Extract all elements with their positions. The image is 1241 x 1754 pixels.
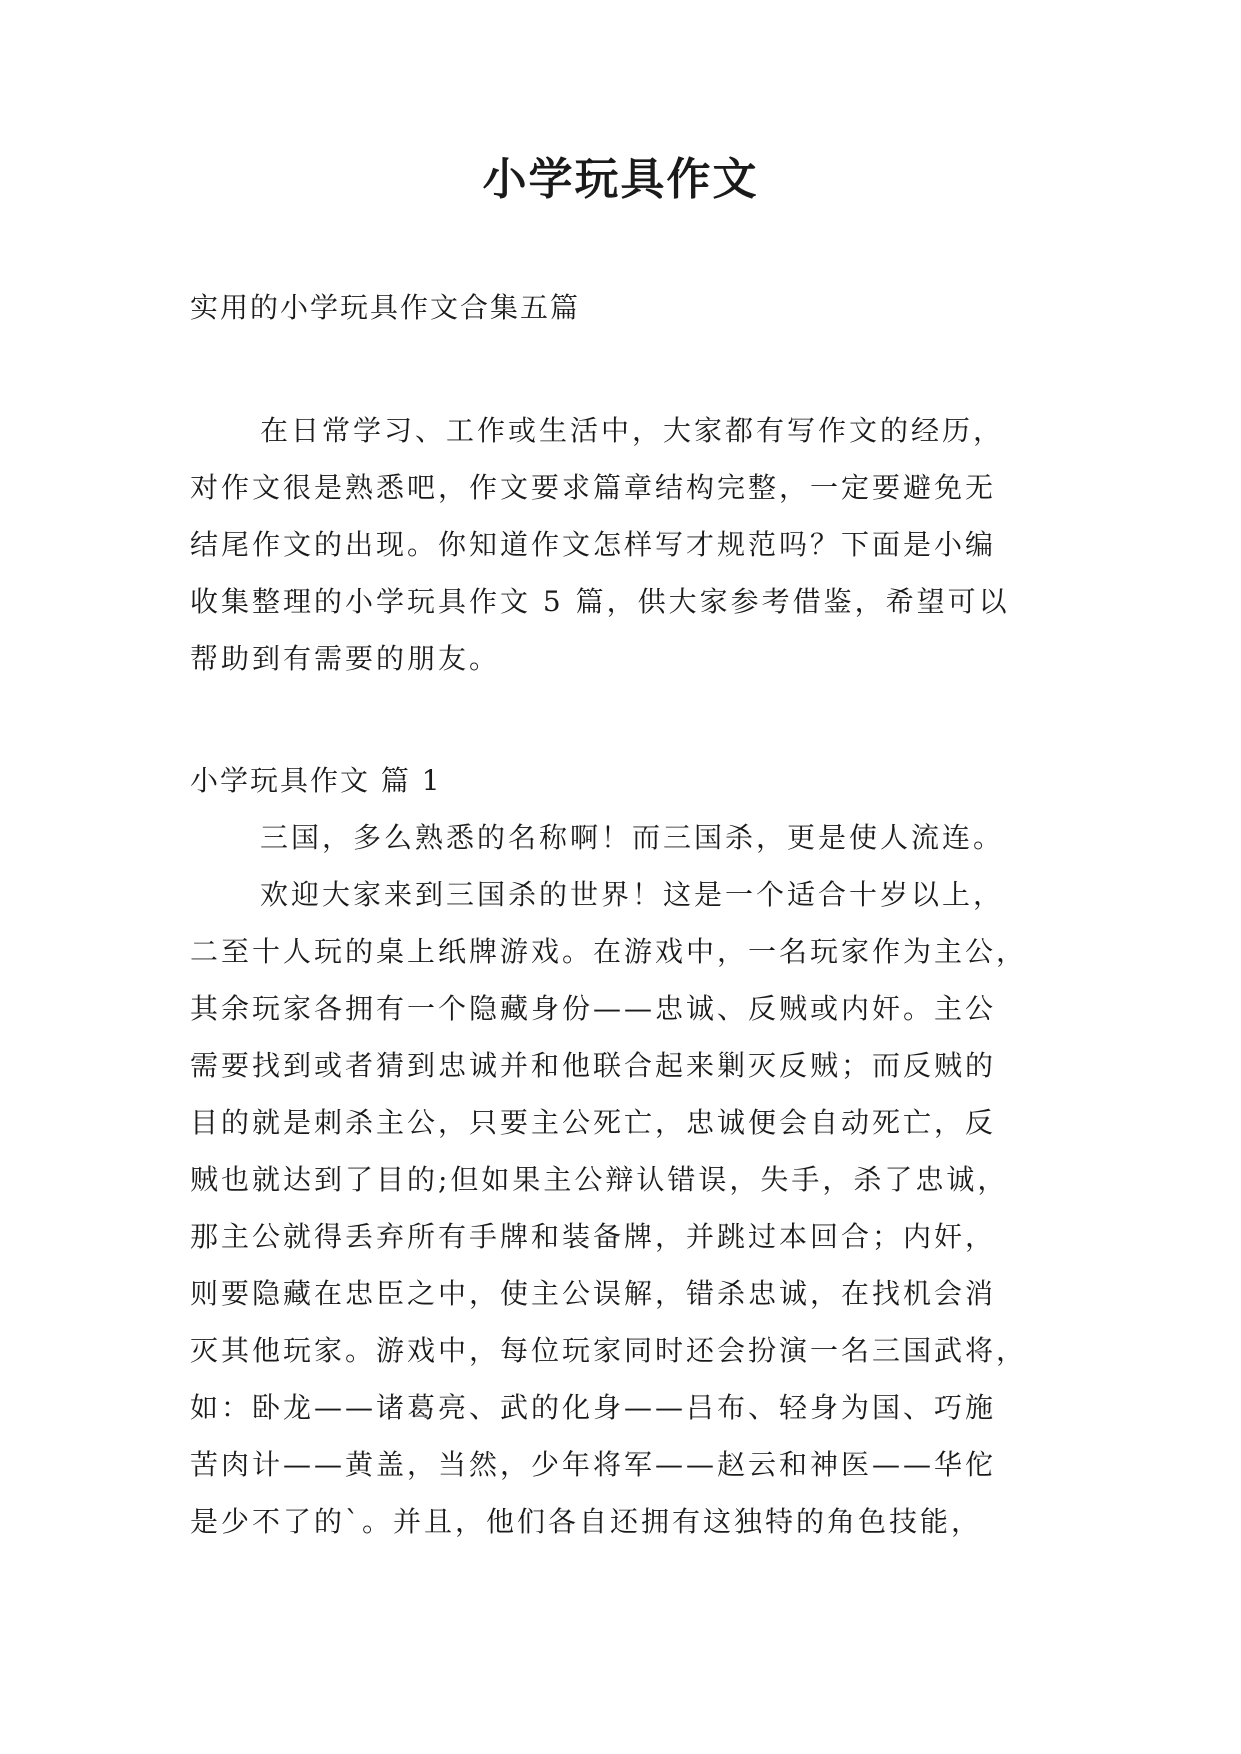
paragraph-line: 目的就是刺杀主公，只要主公死亡，忠诚便会自动死亡，反 (190, 1106, 997, 1139)
document-subtitle: 实用的小学玩具作文合集五篇 (190, 291, 581, 324)
section-heading: 小学玩具作文 篇 1 (190, 764, 442, 797)
paragraph-line: 如：卧龙——诸葛亮、武的化身——吕布、轻身为国、巧施 (190, 1391, 997, 1424)
paragraph-line: 是少不了的`。并且，他们各自还拥有这独特的角色技能， (190, 1505, 983, 1538)
intro-line: 结尾作文的出现。你知道作文怎样写才规范吗？下面是小编 (190, 528, 997, 561)
intro-line: 对作文很是熟悉吧，作文要求篇章结构完整，一定要避免无 (190, 471, 997, 504)
paragraph-line: 苦肉计——黄盖，当然，少年将军——赵云和神医——华佗 (190, 1448, 997, 1481)
paragraph-line: 需要找到或者猜到忠诚并和他联合起来剿灭反贼；而反贼的 (190, 1049, 997, 1082)
paragraph-line: 则要隐藏在忠臣之中，使主公误解，错杀忠诚，在找机会消 (190, 1277, 997, 1310)
paragraph-line: 贼也就达到了目的;但如果主公辩认错误，失手，杀了忠诚， (190, 1163, 1009, 1196)
intro-paragraph (190, 402, 1070, 687)
paragraph-line: 三国，多么熟悉的名称啊！而三国杀，更是使人流连。 (260, 821, 1005, 854)
essay-section-1 (190, 752, 1070, 1550)
document-title: 小学玩具作文 (482, 154, 759, 205)
paragraph-line: 欢迎大家来到三国杀的世界！这是一个适合十岁以上， (260, 878, 1005, 911)
paragraph-line: 二至十人玩的桌上纸牌游戏。在游戏中，一名玩家作为主公， (190, 935, 1028, 968)
intro-line: 收集整理的小学玩具作文 5 篇，供大家参考借鉴，希望可以 (190, 585, 1010, 618)
intro-line: 在日常学习、工作或生活中，大家都有写作文的经历， (260, 414, 1005, 447)
paragraph-line: 灭其他玩家。游戏中，每位玩家同时还会扮演一名三国武将， (190, 1334, 1028, 1367)
intro-line: 帮助到有需要的朋友。 (190, 642, 501, 675)
paragraph-line: 那主公就得丢弃所有手牌和装备牌，并跳过本回合；内奸， (190, 1220, 997, 1253)
paragraph-line: 其余玩家各拥有一个隐藏身份——忠诚、反贼或内奸。主公 (190, 992, 997, 1025)
